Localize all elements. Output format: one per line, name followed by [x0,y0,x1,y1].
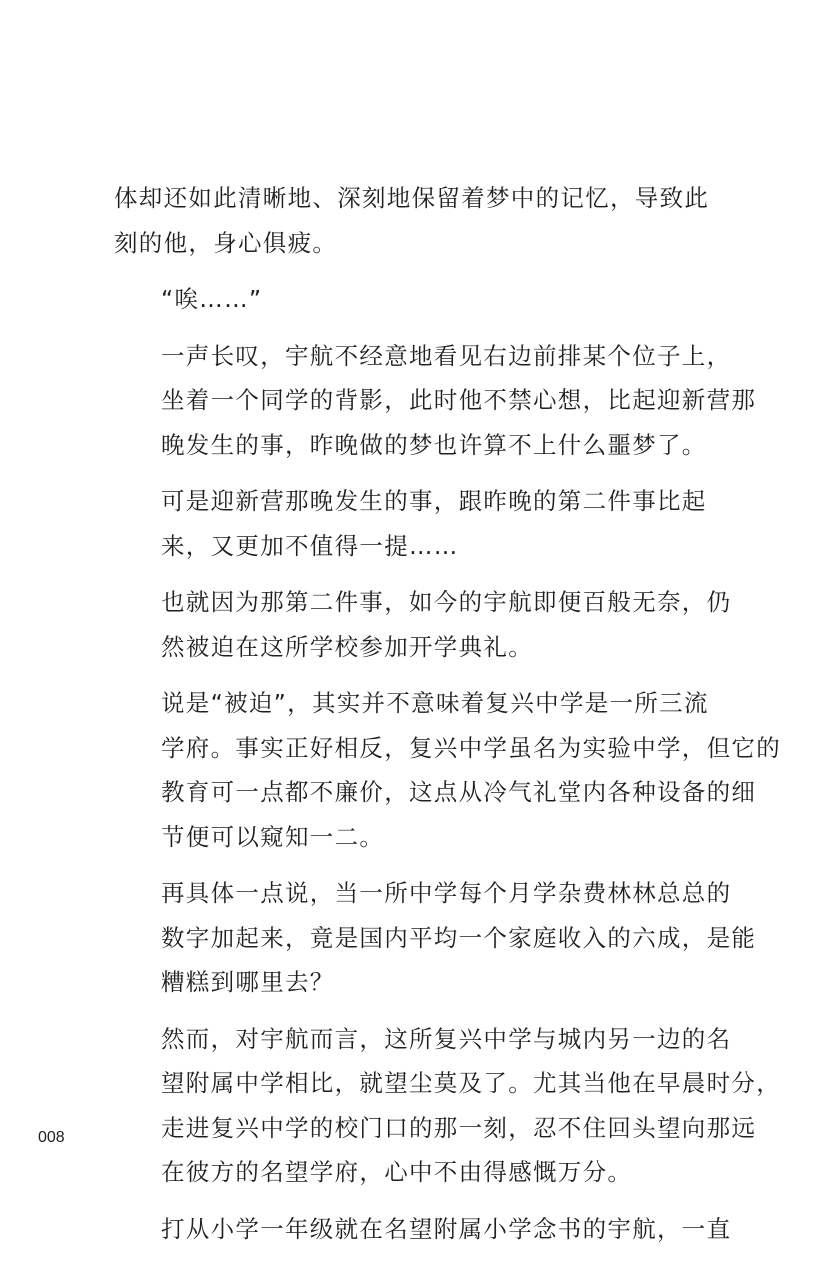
paragraph [114,1017,781,1195]
body-text [114,176,781,1263]
text-line: 学府。事实正好相反，复兴中学虽名为实验中学，但它的 [161,733,781,762]
paragraph [114,1207,732,1252]
text-line: 在彼方的名望学府，心中不由得感慨万分。 [161,1158,633,1186]
text-line: 数字加起来，竟是国内平均一个家庭收入的六成，是能 [161,923,757,952]
paragraph [114,277,714,322]
text-line: 刻的他，身心俱疲。 [114,228,338,257]
paragraph [114,681,781,859]
text-line: 再具体一点说，当一所中学每个月学杂费林林总总的 [161,879,732,907]
text-line: 也就因为那第二件事，如今的宇航即便百般无奈，仍 [161,588,732,616]
text-line: “唉……” [161,285,263,313]
text-line: 可是迎新营那晚发生的事，跟昨晚的第二件事比起 [161,487,707,515]
text-line: 然被迫在这所学校参加开学典礼。 [161,632,533,661]
page-number: 008 [38,1129,65,1146]
text-line: 坐着一个同学的背影，此时他不禁心想，比起迎新营那 [161,386,757,414]
text-line: 打从小学一年级就在名望附属小学念书的宇航，一直 [161,1214,732,1243]
paragraph [114,176,714,265]
text-line: 走进复兴中学的校门口的那一刻，忍不住回头望向那远 [161,1113,757,1142]
paragraph [114,580,732,669]
text-line: 糟糕到哪里去？ [161,968,335,996]
text-line: 一声长叹，宇航不经意地看见右边前排某个位子上， [161,341,732,370]
text-line: 望附属中学相比，就望尘莫及了。尤其当他在早晨时分， [161,1069,781,1097]
text-line: 然而，对宇航而言，这所复兴中学与城内另一边的名 [161,1024,732,1053]
text-line: 来，又更加不值得一提…… [161,531,459,560]
paragraph [114,479,714,568]
text-line: 晚发生的事，昨晚做的梦也许算不上什么噩梦了。 [161,430,707,459]
text-line: 教育可一点都不廉价，这点从冷气礼堂内各种设备的细 [161,778,757,806]
paragraph [114,334,757,468]
text-line: 节便可以窥知一二。 [161,822,385,851]
text-line: 说是“被迫”，其实并不意味着复兴中学是一所三流 [161,689,709,717]
text-line: 体却还如此清晰地、深刻地保留着梦中的记忆，导致此 [114,184,710,212]
paragraph [114,871,757,1005]
